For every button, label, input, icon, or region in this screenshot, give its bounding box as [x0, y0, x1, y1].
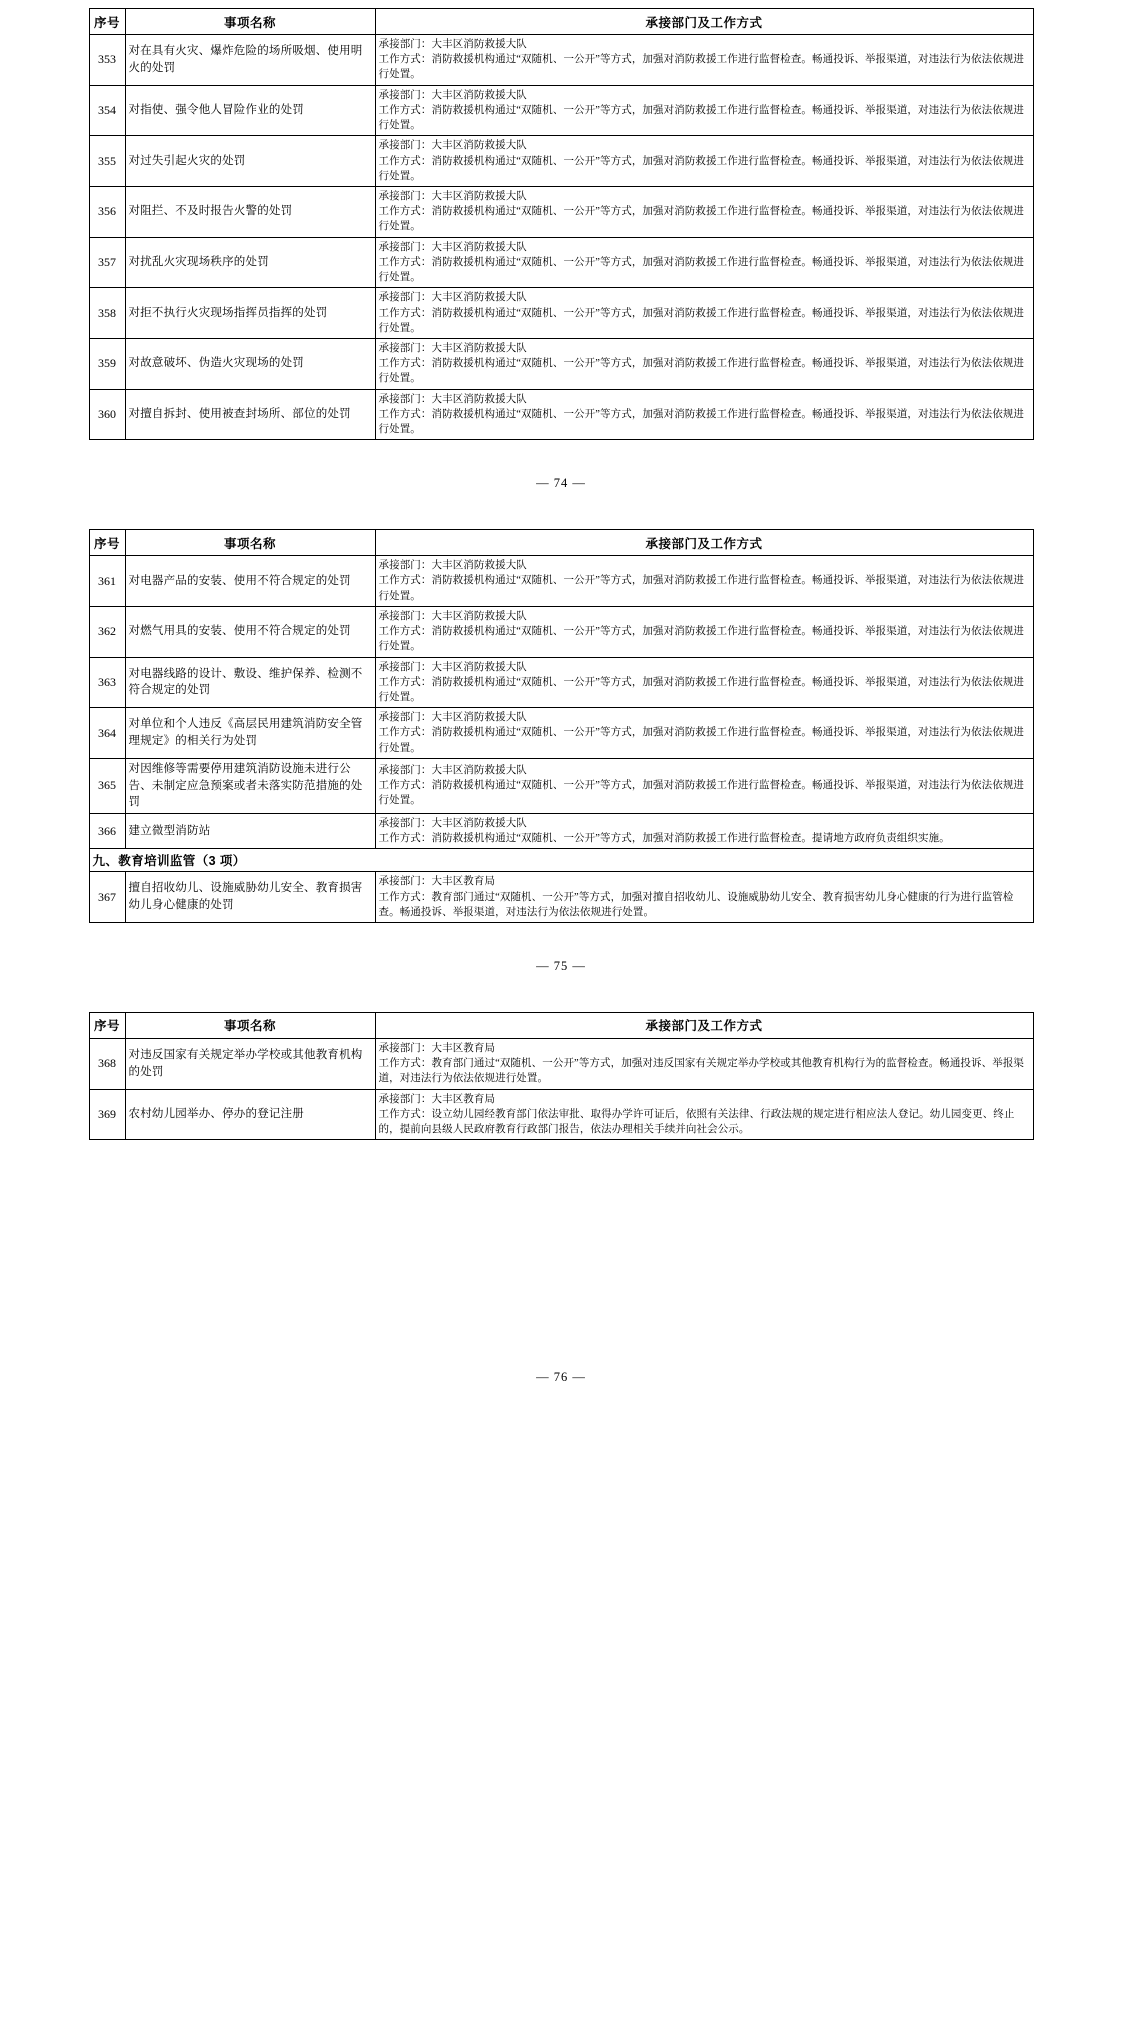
row-number: 353	[89, 35, 125, 86]
dept-line: 承接部门：大丰区消防救援大队	[378, 89, 527, 101]
table-row	[89, 85, 1033, 136]
section-heading-row	[89, 849, 1033, 872]
section-heading: 九、教育培训监管（3 项）	[89, 849, 1033, 872]
row-number: 364	[89, 708, 125, 759]
table-row	[89, 556, 1033, 607]
dept-line: 承接部门：大丰区消防救援大队	[378, 241, 527, 253]
dept-line: 承接部门：大丰区消防救援大队	[378, 190, 527, 202]
row-department-method	[375, 338, 1033, 389]
dept-line: 承接部门：大丰区消防救援大队	[378, 393, 527, 405]
row-item-name: 建立微型消防站	[125, 813, 375, 848]
row-number: 367	[89, 872, 125, 923]
row-item-name: 对故意破坏、伪造火灾现场的处罚	[125, 338, 375, 389]
dept-line: 承接部门：大丰区教育局	[378, 1093, 496, 1105]
row-number: 362	[89, 606, 125, 657]
row-number: 357	[89, 237, 125, 288]
column-header-item-name: 事项名称	[125, 530, 375, 556]
table-row	[89, 657, 1033, 708]
table-row	[89, 237, 1033, 288]
table-row	[89, 186, 1033, 237]
method-line: 工作方式：消防救援机构通过“双随机、一公开”等方式，加强对消防救援工作进行监督检查。畅通投诉、举报渠道，对违法行为依法依规进行处置。	[378, 104, 1025, 132]
method-line: 工作方式：消防救援机构通过“双随机、一公开”等方式，加强对消防救援工作进行监督检查。畅通投诉、举报渠道，对违法行为依法依规进行处置。	[378, 575, 1025, 602]
method-line: 工作方式：消防救援机构通过“双随机、一公开”等方式，加强对消防救援工作进行监督检查。畅通投诉、举报渠道，对违法行为依法依规进行处置。	[378, 307, 1025, 334]
row-number: 365	[89, 758, 125, 813]
method-line: 工作方式：消防救援机构通过“双随机、一公开”等方式，加强对消防救援工作进行监督检查。畅通投诉、举报渠道，对违法行为依法依规进行处置。	[378, 155, 1025, 182]
row-item-name: 擅自招收幼儿、设施威胁幼儿安全、教育损害幼儿身心健康的处罚	[125, 872, 375, 923]
row-item-name: 对指使、强令他人冒险作业的处罚	[125, 85, 375, 136]
row-number: 366	[89, 813, 125, 848]
column-header-department: 承接部门及工作方式	[375, 530, 1033, 556]
row-item-name: 对违反国家有关规定举办学校或其他教育机构的处罚	[125, 1038, 375, 1089]
table-row	[89, 872, 1033, 923]
dept-line: 承接部门：大丰区消防救援大队	[378, 817, 527, 829]
method-line: 工作方式：消防救援机构通过“双随机、一公开”等方式，加强对消防救援工作进行监督检查。畅通投诉、举报渠道，对违法行为依法依规进行处置。	[378, 54, 1025, 81]
row-department-method	[375, 136, 1033, 187]
method-line: 工作方式：消防救援机构通过“双随机、一公开”等方式，加强对消防救援工作进行监督检查。提请地方政府负责组织实施。	[378, 833, 950, 845]
row-item-name: 对电器线路的设计、敷设、维护保养、检测不符合规定的处罚	[125, 657, 375, 708]
row-department-method	[375, 1089, 1033, 1140]
method-line: 工作方式：消防救援机构通过“双随机、一公开”等方式，加强对消防救援工作进行监督检查。畅通投诉、举报渠道，对违法行为依法依规进行处置。	[378, 256, 1025, 284]
method-line: 工作方式：教育部门通过“双随机、一公开”等方式，加强对擅自招收幼儿、设施威胁幼儿安全、教育损害幼儿身心健康的行为进行监管检查。畅通投诉、举报渠道，对违法行为依法依规进行处置。	[378, 891, 1014, 918]
table-row	[89, 338, 1033, 389]
table-page-75	[89, 529, 1034, 923]
row-department-method	[375, 35, 1033, 86]
row-department-method	[375, 657, 1033, 708]
row-item-name: 对燃气用具的安装、使用不符合规定的处罚	[125, 606, 375, 657]
row-department-method	[375, 237, 1033, 288]
table-page-76	[89, 1012, 1034, 1140]
dept-line: 承接部门：大丰区消防救援大队	[378, 39, 527, 50]
method-line: 工作方式：消防救援机构通过“双随机、一公开”等方式，加强对消防救援工作进行监督检查。畅通投诉、举报渠道，对违法行为依法依规进行处置。	[378, 206, 1025, 233]
method-line: 工作方式：消防救援机构通过“双随机、一公开”等方式，加强对消防救援工作进行监督检查。畅通投诉、举报渠道，对违法行为依法依规进行处置。	[378, 408, 1025, 436]
table-row	[89, 708, 1033, 759]
page-number-75: — 75 —	[536, 958, 586, 973]
row-number: 360	[89, 389, 125, 440]
row-department-method	[375, 758, 1033, 813]
row-number: 359	[89, 338, 125, 389]
row-item-name: 对电器产品的安装、使用不符合规定的处罚	[125, 556, 375, 607]
dept-line: 承接部门：大丰区消防救援大队	[378, 712, 527, 724]
table-row	[89, 813, 1033, 848]
table-row	[89, 389, 1033, 440]
table-page-74	[89, 8, 1034, 440]
method-line: 工作方式：消防救援机构通过“双随机、一公开”等方式，加强对消防救援工作进行监督检查。畅通投诉、举报渠道，对违法行为依法依规进行处置。	[378, 676, 1025, 703]
row-item-name: 对擅自拆封、使用被查封场所、部位的处罚	[125, 389, 375, 440]
method-line: 工作方式：设立幼儿园经教育部门依法审批、取得办学许可证后，依照有关法律、行政法规的规定进行相应法人登记。幼儿园变更、终止的，提前向县级人民政府教育行政部门报告，依法办理相关手续并向社会公示。	[378, 1108, 1015, 1136]
row-department-method	[375, 556, 1033, 607]
column-header-number: 序号	[89, 9, 125, 35]
dept-line: 承接部门：大丰区消防救援大队	[378, 610, 527, 622]
table-header-row	[89, 530, 1033, 556]
row-department-method	[375, 606, 1033, 657]
page-number-76: — 76 —	[536, 1370, 586, 1385]
dept-line: 承接部门：大丰区消防救援大队	[378, 292, 527, 304]
table-row	[89, 136, 1033, 187]
method-line: 工作方式：消防救援机构通过“双随机、一公开”等方式，加强对消防救援工作进行监督检查。畅通投诉、举报渠道，对违法行为依法依规进行处置。	[378, 626, 1025, 653]
row-item-name: 对扰乱火灾现场秩序的处罚	[125, 237, 375, 288]
table-row	[89, 606, 1033, 657]
dept-line: 承接部门：大丰区消防救援大队	[378, 765, 527, 777]
row-department-method	[375, 288, 1033, 339]
row-number: 361	[89, 556, 125, 607]
row-number: 355	[89, 136, 125, 187]
column-header-number: 序号	[89, 1012, 125, 1038]
table-header-row	[89, 1012, 1033, 1038]
table-row	[89, 1089, 1033, 1140]
row-item-name: 对在具有火灾、爆炸危险的场所吸烟、使用明火的处罚	[125, 35, 375, 86]
row-item-name: 对单位和个人违反《高层民用建筑消防安全管理规定》的相关行为处罚	[125, 708, 375, 759]
row-number: 369	[89, 1089, 125, 1140]
method-line: 工作方式：消防救援机构通过“双随机、一公开”等方式，加强对消防救援工作进行监督检查。畅通投诉、举报渠道，对违法行为依法依规进行处置。	[378, 358, 1025, 385]
table-header-row	[89, 9, 1033, 35]
row-number: 368	[89, 1038, 125, 1089]
dept-line: 承接部门：大丰区消防救援大队	[378, 140, 527, 152]
method-line: 工作方式：教育部门通过“双随机、一公开”等方式，加强对违反国家有关规定举办学校或其他教育机构行为的监督检查。畅通投诉、举报渠道，对违法行为依法依规进行处置。	[378, 1058, 1025, 1085]
document-page-75	[0, 529, 1122, 974]
dept-line: 承接部门：大丰区教育局	[378, 1042, 496, 1054]
row-department-method	[375, 708, 1033, 759]
column-header-department: 承接部门及工作方式	[375, 9, 1033, 35]
document-page-74	[0, 0, 1122, 491]
table-row	[89, 35, 1033, 86]
column-header-department: 承接部门及工作方式	[375, 1012, 1033, 1038]
method-line: 工作方式：消防救援机构通过“双随机、一公开”等方式，加强对消防救援工作进行监督检查。畅通投诉、举报渠道，对违法行为依法依规进行处置。	[378, 727, 1025, 754]
table-row	[89, 288, 1033, 339]
row-number: 363	[89, 657, 125, 708]
dept-line: 承接部门：大丰区消防救援大队	[378, 661, 527, 673]
row-item-name: 农村幼儿园举办、停办的登记注册	[125, 1089, 375, 1140]
page-number-74: — 74 —	[536, 476, 586, 491]
row-department-method	[375, 389, 1033, 440]
table-row	[89, 1038, 1033, 1089]
row-department-method	[375, 186, 1033, 237]
row-number: 354	[89, 85, 125, 136]
row-number: 356	[89, 186, 125, 237]
row-item-name: 对阻拦、不及时报告火警的处罚	[125, 186, 375, 237]
row-number: 358	[89, 288, 125, 339]
row-department-method	[375, 872, 1033, 923]
dept-line: 承接部门：大丰区教育局	[378, 876, 496, 888]
document-page-76	[0, 1012, 1122, 1385]
column-header-item-name: 事项名称	[125, 1012, 375, 1038]
dept-line: 承接部门：大丰区消防救援大队	[378, 342, 527, 354]
table-row	[89, 758, 1033, 813]
row-item-name: 对因维修等需要停用建筑消防设施未进行公告、未制定应急预案或者未落实防范措施的处罚	[125, 758, 375, 813]
row-department-method	[375, 813, 1033, 848]
column-header-item-name: 事项名称	[125, 9, 375, 35]
dept-line: 承接部门：大丰区消防救援大队	[378, 560, 527, 572]
column-header-number: 序号	[89, 530, 125, 556]
row-item-name: 对过失引起火灾的处罚	[125, 136, 375, 187]
row-department-method	[375, 85, 1033, 136]
method-line: 工作方式：消防救援机构通过“双随机、一公开”等方式，加强对消防救援工作进行监督检查。畅通投诉、举报渠道，对违法行为依法依规进行处置。	[378, 780, 1025, 807]
row-item-name: 对拒不执行火灾现场指挥员指挥的处罚	[125, 288, 375, 339]
row-department-method	[375, 1038, 1033, 1089]
